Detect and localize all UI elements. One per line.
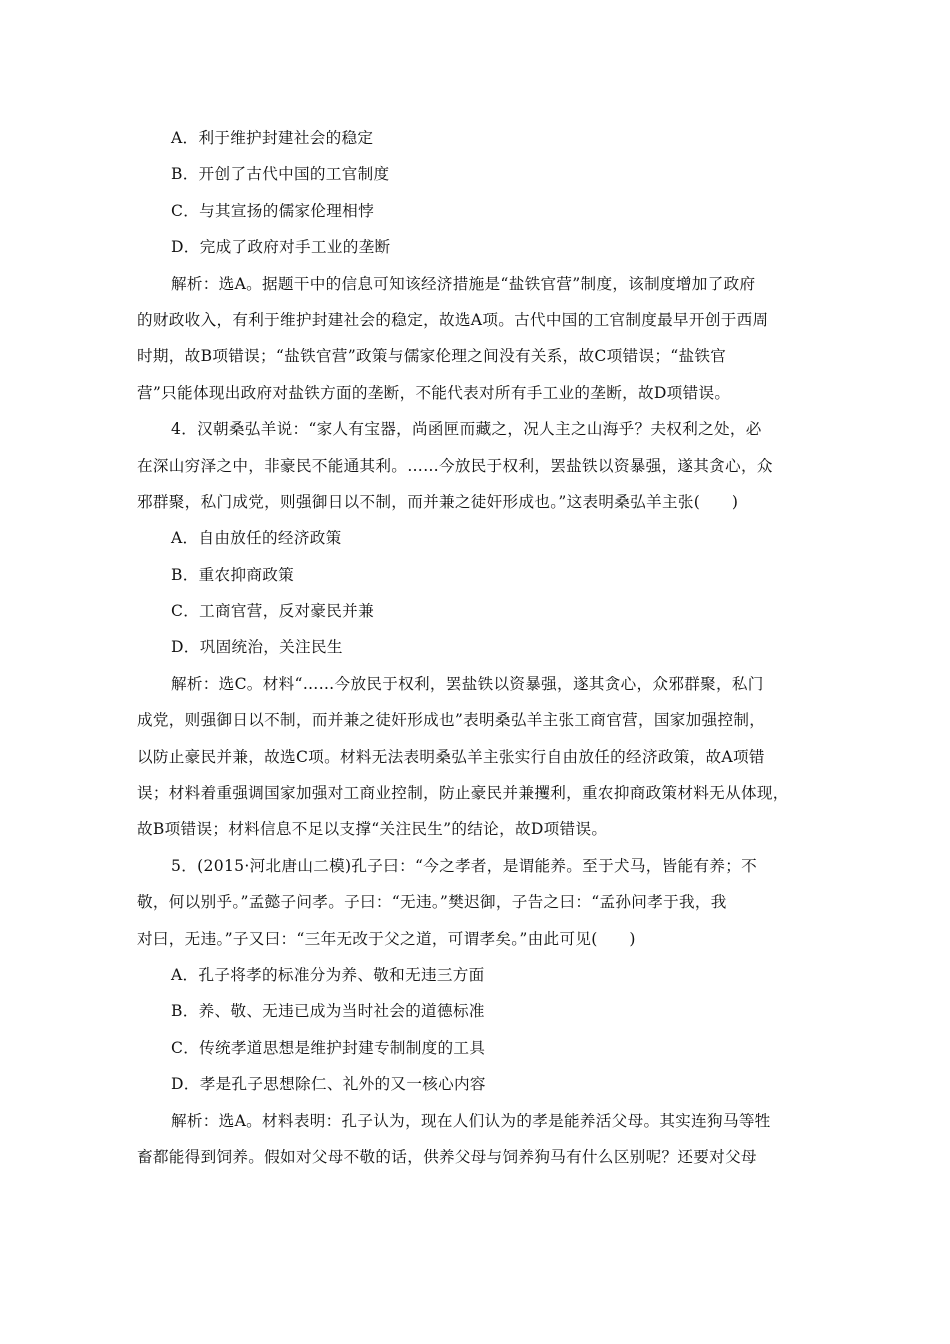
q3-analysis-line: 解析：选A。据题干中的信息可知该经济措施是“盐铁官营”制度，该制度增加了政府 [171,274,756,293]
q3-analysis-line: 营”只能体现出政府对盐铁方面的垄断，不能代表对所有手工业的垄断，故D项错误。 [137,383,731,402]
q5-analysis-line: 畜都能得到饲养。假如对父母不敬的话，供养父母与饲养狗马有什么区别呢？还要对父母 [137,1147,757,1166]
q3-option-a: A．利于维护封建社会的稳定 [171,129,374,147]
q3-option-d: D．完成了政府对手工业的垄断 [171,238,391,257]
q5-stem-line: 5．(2015·河北唐山二模)孔子曰：“今之孝者，是谓能养。至于犬马，皆能有养；不 [171,856,758,875]
q4-stem-line: 4．汉朝桑弘羊说：“家人有宝器，尚函匣而藏之，况人主之山海乎？夫权利之处，必 [171,420,762,439]
document-body [137,120,817,1175]
q4-analysis-line: 成党，则强御日以不制，而并兼之徒奸形成也”表明桑弘羊主张工商官营，国家加强控制， [137,711,766,730]
q4-option-b: B．重农抑商政策 [171,565,295,584]
q3-option-b: B．开创了古代中国的工官制度 [171,165,390,184]
q5-option-b: B．养、敬、无违已成为当时社会的道德标准 [171,1002,485,1021]
q4-stem-line: 邪群聚，私门成党，则强御日以不制，而并兼之徒奸形成也。”这表明桑弘羊主张( ) [137,492,739,511]
q5-option-c: C．传统孝道思想是维护封建专制制度的工具 [171,1038,486,1057]
q4-option-d: D．巩固统治，关注民生 [171,638,343,657]
q5-option-d: D．孝是孔子思想除仁、礼外的又一核心内容 [171,1075,486,1094]
q4-option-a: A．自由放任的经济政策 [171,529,342,548]
q4-analysis-line: 以防止豪民并兼，故选C项。材料无法表明桑弘羊主张实行自由放任的经济政策，故A项错 [137,747,765,766]
q4-option-c: C．工商官营，反对豪民并兼 [171,602,374,621]
q4-analysis-line: 故B项错误；材料信息不足以支撑“关注民生”的结论，故D项错误。 [137,820,608,839]
q4-analysis-line: 误；材料着重强调国家加强对工商业控制，防止豪民并兼攫利，重农抑商政策材料无从体现， [137,784,789,803]
q3-analysis-line: 时期，故B项错误；“盐铁官营”政策与儒家伦理之间没有关系，故C项错误；“盐铁官 [137,347,727,366]
q3-option-c: C．与其宣扬的儒家伦理相悖 [171,201,374,220]
q5-analysis-line: 解析：选A。材料表明：孔子认为，现在人们认为的孝是能养活父母。其实连狗马等牲 [171,1111,771,1130]
q3-analysis-line: 的财政收入，有利于维护封建社会的稳定，故选A项。古代中国的工官制度最早开创于西周 [137,310,769,329]
q4-analysis-line: 解析：选C。材料“……今放民于权利，罢盐铁以资暴强，遂其贪心，众邪群聚，私门 [171,674,764,693]
q5-stem-line: 对曰，无违。”子又曰：“三年无改于父之道，可谓孝矣。”由此可见( ) [137,929,636,948]
q5-option-a: A．孔子将孝的标准分为养、敬和无违三方面 [171,965,485,984]
q4-stem-line: 在深山穷泽之中，非豪民不能通其利。……今放民于权利，罢盐铁以资暴强，遂其贪心，众 [137,456,773,475]
q5-stem-line: 敬，何以别乎。”孟懿子问孝。子曰：“无违。”樊迟御，子告之曰：“孟孙问孝于我，我 [137,893,727,912]
